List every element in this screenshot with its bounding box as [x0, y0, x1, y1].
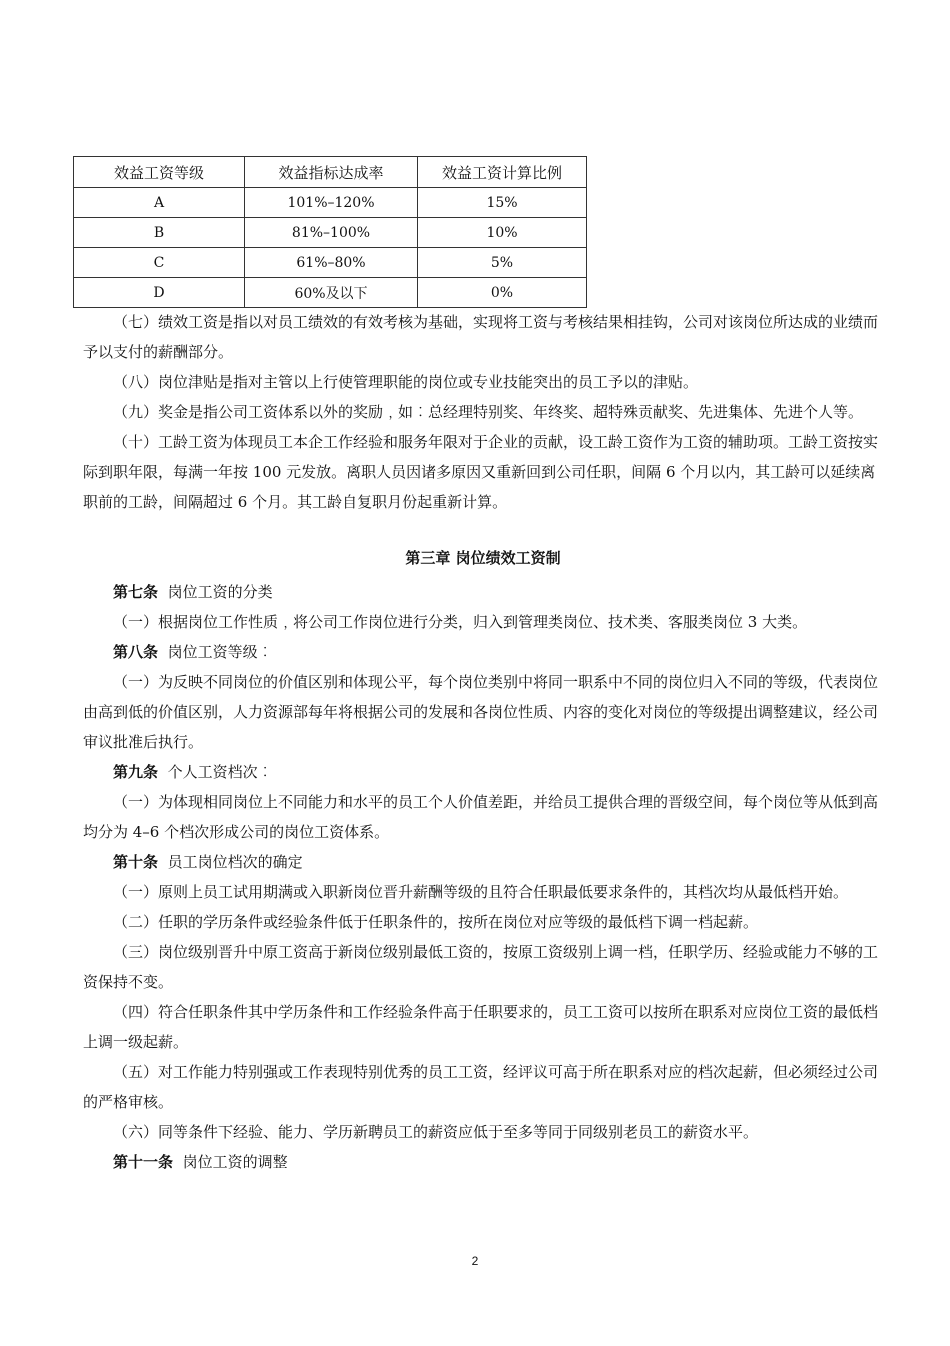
table-row: [74, 218, 587, 248]
table-header-row: [74, 157, 587, 188]
article-title: 岗位工资的分类: [167, 583, 273, 601]
performance-wage-table: [73, 156, 587, 308]
table-row: [74, 278, 587, 308]
table-cell: A: [74, 188, 245, 218]
article-title: 员工岗位档次的确定: [167, 853, 303, 871]
article-label: 第八条: [113, 643, 159, 661]
table-cell: 60%及以下: [245, 278, 418, 308]
paragraph: （一）为反映不同岗位的价值区别和体现公平，每个岗位类别中将同一职系中不同的岗位归入不同的等级，代表岗位由高到低的价值区别，人力资源部每年将根据公司的发展和各岗位性质、内容的变化对岗位的等级提出调整建议，经公司审议批准后执行。: [83, 673, 879, 751]
table-cell: 15%: [418, 188, 587, 218]
article-label: 第九条: [113, 763, 159, 781]
table-row: [74, 248, 587, 278]
paragraph: （五）对工作能力特别强或工作表现特别优秀的员工工资，经评议可高于所在职系对应的档次起薪，但必须经过公司的严格审核。: [83, 1063, 879, 1111]
article-heading: [83, 637, 883, 667]
table-cell: 10%: [418, 218, 587, 248]
document-body: [83, 307, 883, 1177]
paragraph: （二）任职的学历条件或经验条件低于任职条件的，按所在岗位对应等级的最低档下调一档起薪。: [113, 913, 759, 931]
article-heading: [83, 577, 883, 607]
article-heading: [83, 847, 883, 877]
article-label: 第十条: [113, 853, 159, 871]
table-cell: 81%–100%: [245, 218, 418, 248]
paragraph: （十）工龄工资为体现员工本企工作经验和服务年限对于企业的贡献，设工龄工资作为工资的辅助项。工龄工资按实际到职年限，每满一年按 100 元发放。离职人员因诸多原因又重新回到公司任职，间隔 6 个月以内，其工龄可以延续离职前的工龄，间隔超过 6 个月。其工龄自复职月份起重新计算。: [83, 433, 879, 511]
paragraph: （一）为体现相同岗位上不同能力和水平的员工个人价值差距，并给员工提供合理的晋级空间，每个岗位等从低到高均分为 4–6 个档次形成公司的岗位工资体系。: [83, 793, 879, 841]
paragraph: （一）原则上员工试用期满或入职新岗位晋升薪酬等级的且符合任职最低要求条件的，其档次均从最低档开始。: [113, 883, 849, 901]
table-cell: B: [74, 218, 245, 248]
paragraph: （四）符合任职条件其中学历条件和工作经验条件高于任职要求的，员工工资可以按所在职系对应岗位工资的最低档上调一级起薪。: [83, 1003, 879, 1051]
chapter-title: 第三章 岗位绩效工资制: [405, 549, 561, 567]
page-number: 2: [471, 1254, 479, 1268]
table-cell: D: [74, 278, 245, 308]
table-cell: C: [74, 248, 245, 278]
table-cell: 0%: [418, 278, 587, 308]
article-title: 岗位工资的调整: [182, 1153, 288, 1171]
table-cell: 5%: [418, 248, 587, 278]
article-title: 个人工资档次︰: [167, 763, 273, 781]
table-header-cell: 效益工资等级: [74, 157, 245, 188]
article-title: 岗位工资等级︰: [167, 643, 273, 661]
paragraph: （一）根据岗位工作性质﹐将公司工作岗位进行分类，归入到管理类岗位、技术类、客服类岗位 3 大类。: [113, 613, 808, 631]
paragraph: （六）同等条件下经验、能力、学历新聘员工的薪资应低于至多等同于同级别老员工的薪资水平。: [113, 1123, 759, 1141]
paragraph: （三）岗位级别晋升中原工资高于新岗位级别最低工资的，按原工资级别上调一档，任职学历、经验或能力不够的工资保持不变。: [83, 943, 879, 991]
table-header-cell: 效益指标达成率: [245, 157, 418, 188]
paragraph: （九）奖金是指公司工资体系以外的奖励﹐如︰总经理特别奖、年终奖、超特殊贡献奖、先进集体、先进个人等。: [113, 403, 864, 421]
paragraph: （七）绩效工资是指以对员工绩效的有效考核为基础，实现将工资与考核结果相挂钩，公司对该岗位所达成的业绩而予以支付的薪酬部分。: [83, 313, 879, 361]
paragraph: （八）岗位津贴是指对主管以上行使管理职能的岗位或专业技能突出的员工予以的津贴。: [113, 373, 699, 391]
article-label: 第十一条: [113, 1153, 174, 1171]
table-header-cell: 效益工资计算比例: [418, 157, 587, 188]
article-label: 第七条: [113, 583, 159, 601]
article-heading: [83, 1147, 883, 1177]
article-heading: [83, 757, 883, 787]
table-cell: 101%–120%: [245, 188, 418, 218]
table-cell: 61%–80%: [245, 248, 418, 278]
table-row: [74, 188, 587, 218]
